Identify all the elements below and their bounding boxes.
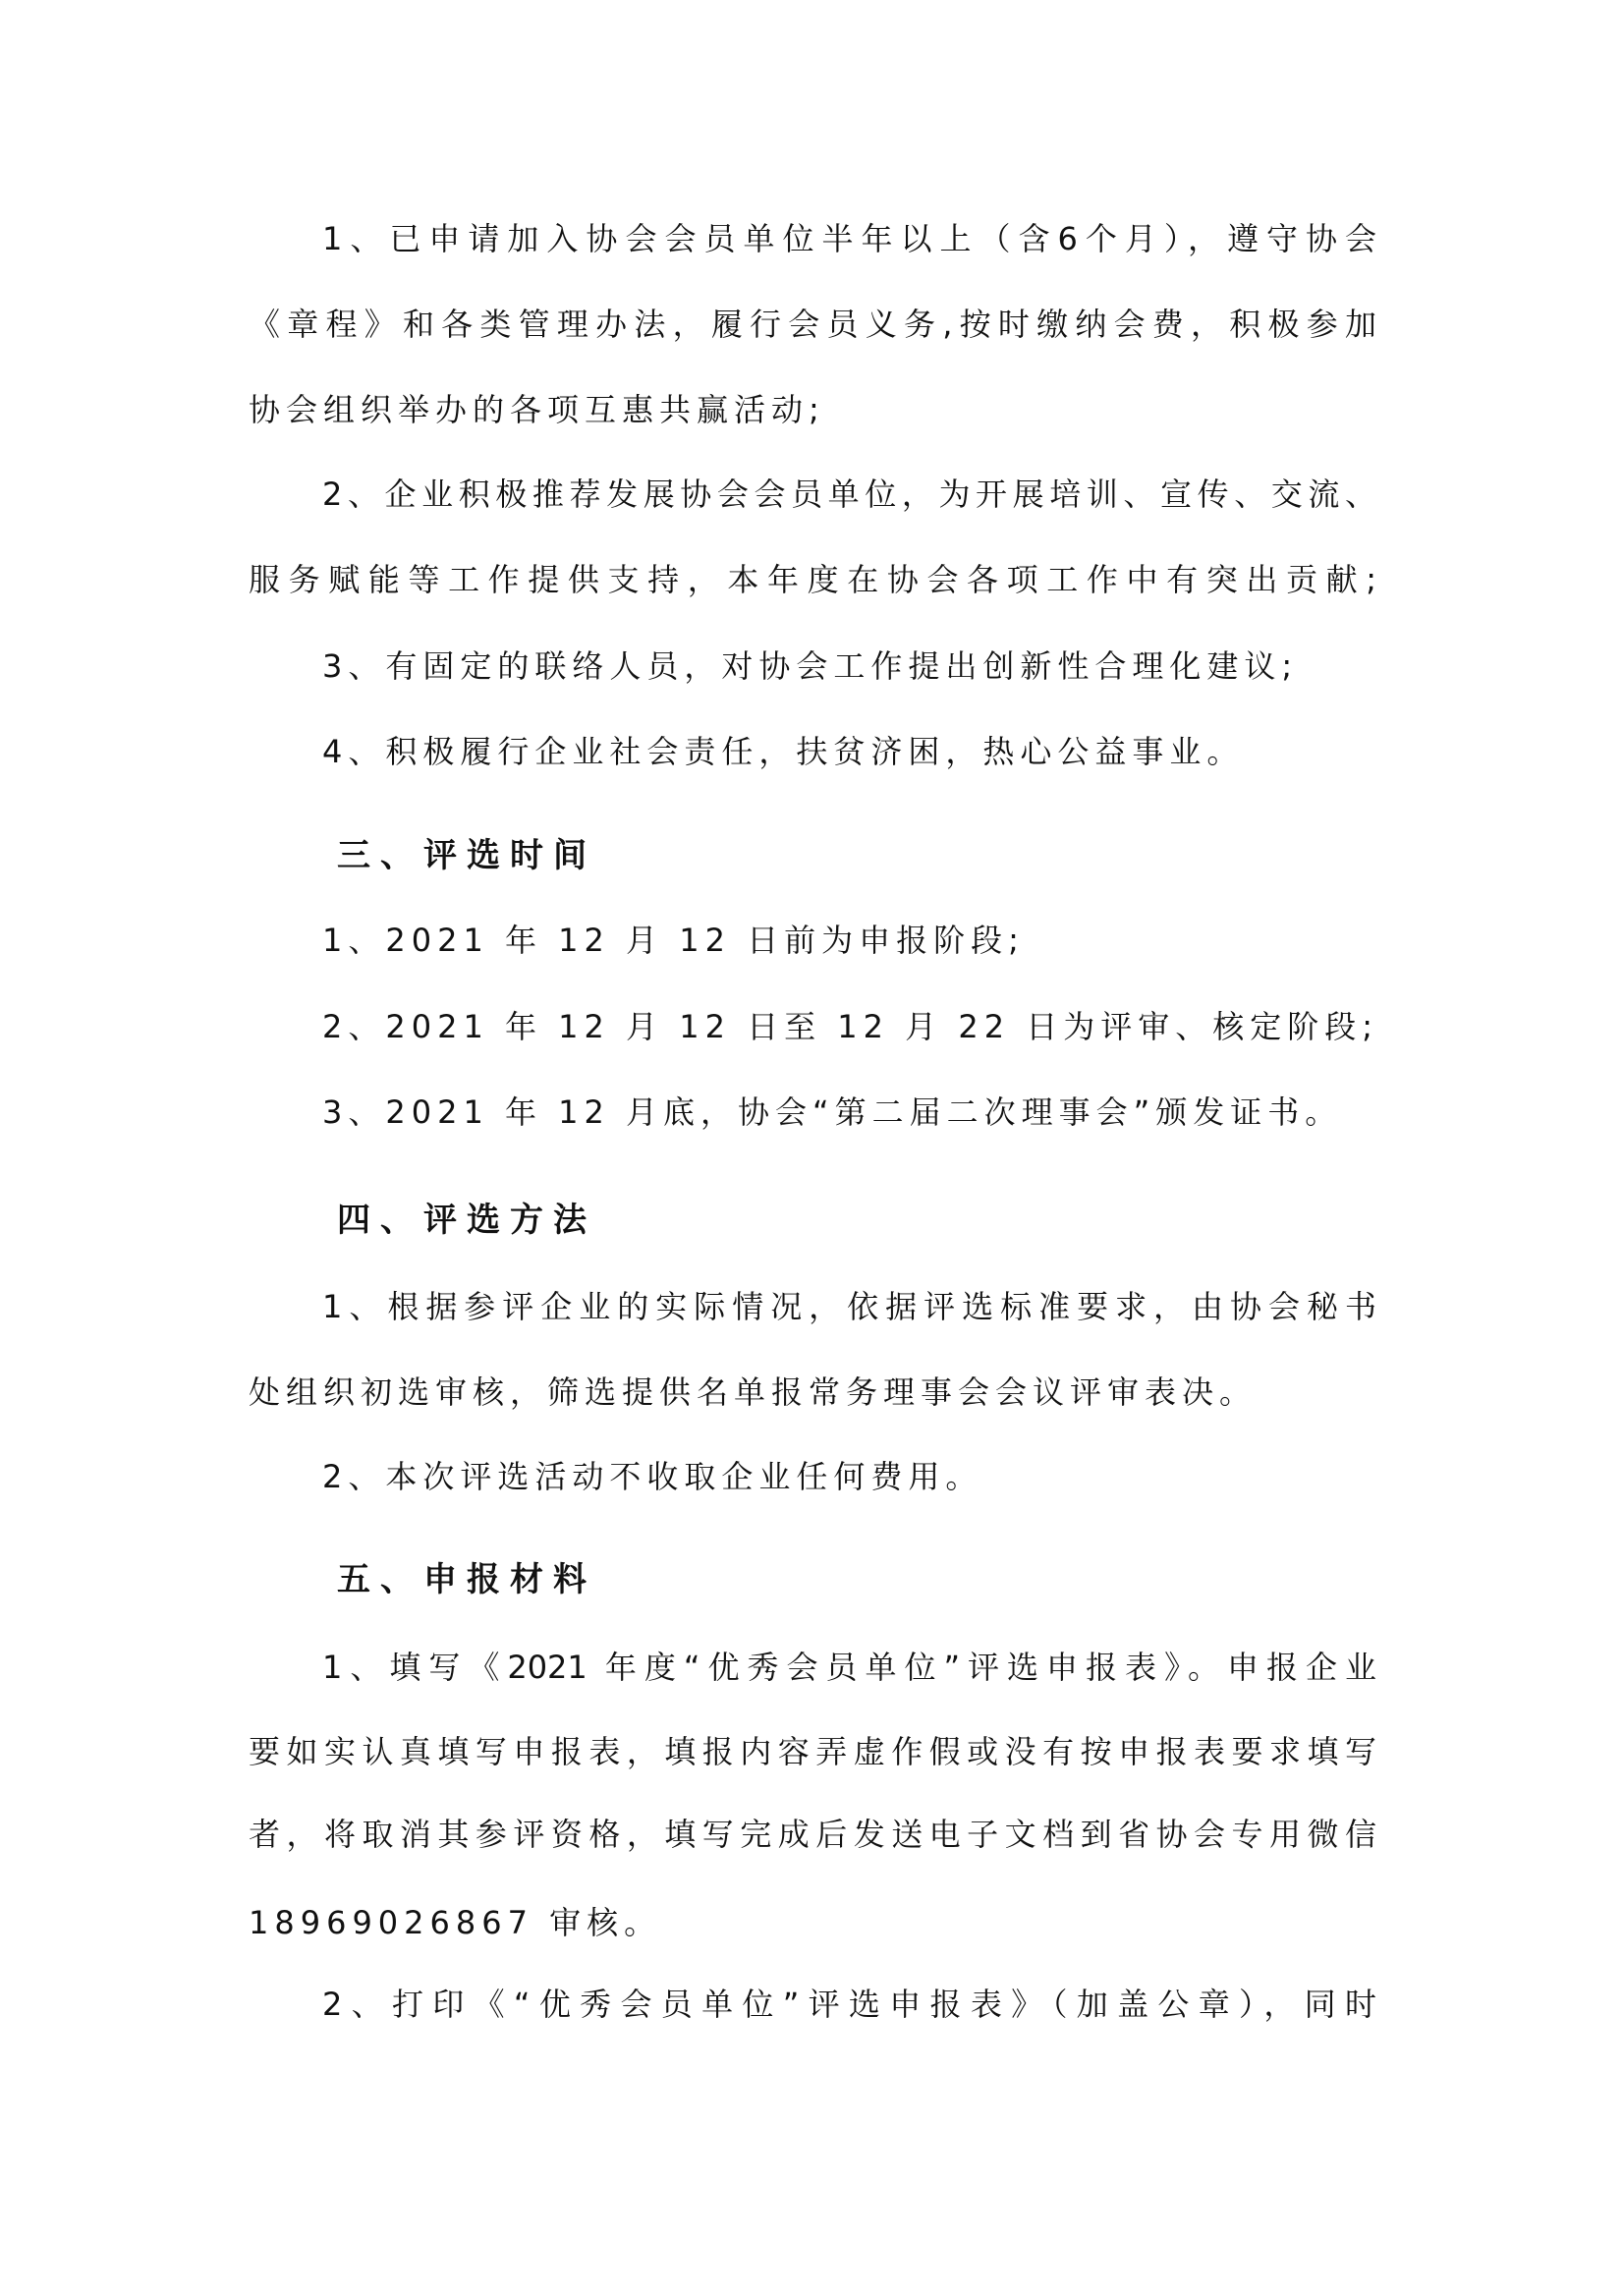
criteria-1-line-2: 《章程》和各类管理办法，履行会员义务,按时缴纳会费，积极参加 xyxy=(249,306,1376,343)
criteria-4-line-1: 4、积极履行企业社会责任，扶贫济困，热心公益事业。 xyxy=(322,733,1245,770)
criteria-2-line-1: 2、企业积极推荐发展协会会员单位，为开展培训、宣传、交流、 xyxy=(322,476,1376,513)
materials-1-line-1: 1、填写《2021 年度“优秀会员单位”评选申报表》。申报企业 xyxy=(322,1649,1376,1686)
method-1-line-2: 处组织初选审核，筛选提供名单报常务理事会会议评审表决。 xyxy=(249,1373,1258,1411)
materials-1-line-2: 要如实认真填写申报表，填报内容弄虚作假或没有按申报表要求填写 xyxy=(249,1733,1376,1770)
time-1-line-1: 1、2021 年 12 月 12 日前为申报阶段; xyxy=(322,922,1025,959)
criteria-1-line-1: 1、已申请加入协会会员单位半年以上（含6个月），遵守协会 xyxy=(322,220,1376,257)
section-heading-application-materials: 五、申报材料 xyxy=(337,1560,596,1599)
method-2-line-1: 2、本次评选活动不收取企业任何费用。 xyxy=(322,1458,983,1495)
criteria-2-line-2: 服务赋能等工作提供支持，本年度在协会各项工作中有突出贡献; xyxy=(249,561,1376,598)
criteria-3-line-1: 3、有固定的联络人员，对协会工作提出创新性合理化建议; xyxy=(322,647,1299,685)
materials-1-line-4: 18969026867 审核。 xyxy=(249,1904,662,1941)
time-3-line-1: 3、2021 年 12 月底，协会“第二届二次理事会”颁发证书。 xyxy=(322,1093,1343,1131)
time-2-line-1: 2、2021 年 12 月 12 日至 12 月 22 日为评审、核定阶段; xyxy=(322,1008,1379,1045)
method-1-line-1: 1、根据参评企业的实际情况，依据评选标准要求，由协会秘书 xyxy=(322,1288,1376,1325)
materials-1-line-3: 者，将取消其参评资格，填写完成后发送电子文档到省协会专用微信 xyxy=(249,1816,1376,1853)
criteria-1-line-3: 协会组织举办的各项互惠共赢活动; xyxy=(249,391,825,428)
materials-2-line-1: 2、打印《“优秀会员单位”评选申报表》（加盖公章），同时 xyxy=(322,1986,1376,2023)
section-heading-selection-method: 四、评选方法 xyxy=(337,1201,596,1240)
section-heading-selection-time: 三、评选时间 xyxy=(337,836,596,875)
